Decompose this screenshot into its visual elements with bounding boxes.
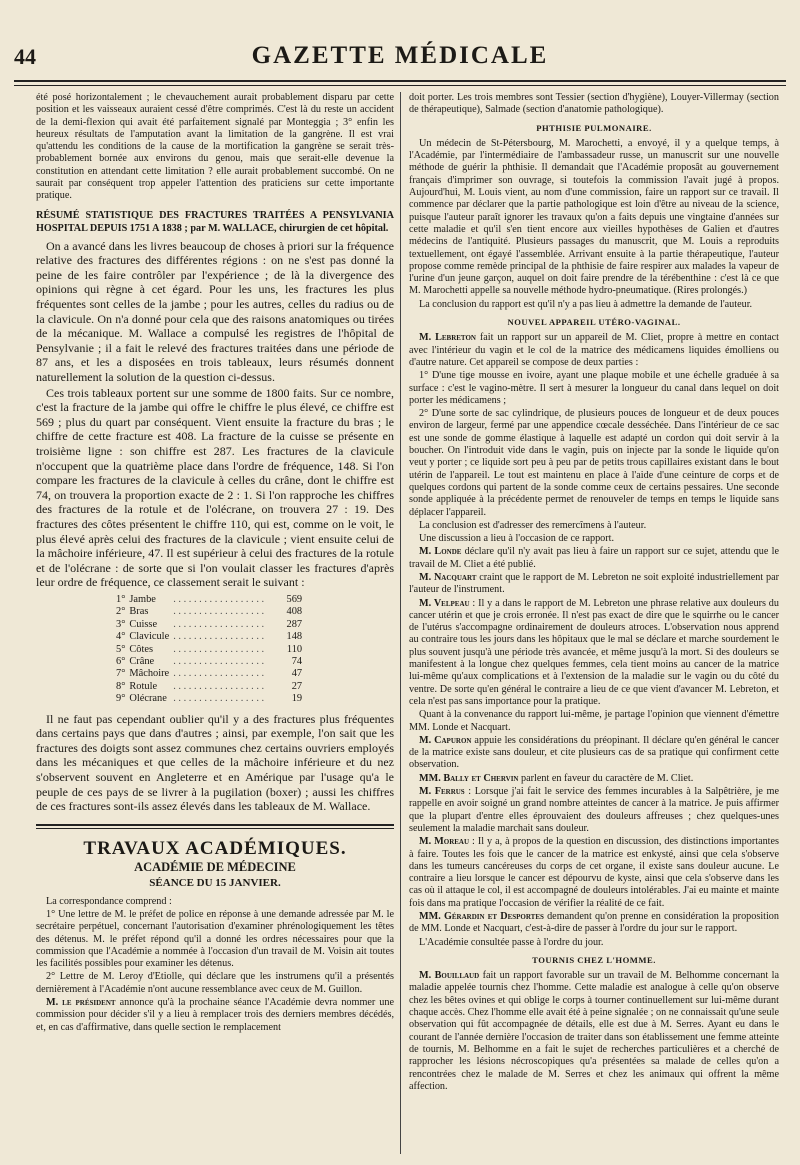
value-cell: 287 xyxy=(286,618,303,630)
column-divider xyxy=(400,92,401,1154)
name-cell: Cuisse xyxy=(129,618,158,630)
speaker: M. Nacquart xyxy=(419,571,477,583)
paragraph xyxy=(409,735,779,772)
academy-title: ACADÉMIE DE MÉDECINE xyxy=(134,860,296,875)
table-row xyxy=(114,681,304,693)
name-cell: Bras xyxy=(129,606,149,618)
left-column xyxy=(36,92,394,1152)
paragraph: La correspondance comprend : xyxy=(46,895,172,907)
rank-cell: 2° xyxy=(116,606,126,618)
paragraph-text: fait un rapport sur un appareil de M. Cliet, propre à mettre en contact avec l'intérieur du vagin et le col de la matrice des médicamens liquides émolliens ou d'autre nature. Cet appareil se compose de deux parties : xyxy=(409,332,779,368)
subsection-title: TOURNIS CHEZ L'HOMME. xyxy=(532,954,656,965)
speaker: M. le président xyxy=(46,997,116,1008)
dots-cell: . . . . . . . . . . . . . . . . . . xyxy=(173,655,265,667)
table-row xyxy=(114,619,304,631)
name-cell: Crâne xyxy=(129,655,155,667)
value-cell: 74 xyxy=(291,655,303,667)
speaker: M. Lebreton xyxy=(419,332,476,344)
value-cell: 148 xyxy=(286,631,303,643)
paragraph xyxy=(36,997,394,1034)
masthead-title: GAZETTE MÉDICALE xyxy=(251,42,549,69)
article-title: RÉSUMÉ STATISTIQUE DES FRACTURES TRAITÉES A PENSYLVANIA HOSPITAL DEPUIS 1751 A 1838 ; par M. WALLACE, chirurgien de cet hôpital. xyxy=(36,209,394,234)
paragraph: On a avancé dans les livres beaucoup de choses à priori sur la fréquence relative des fractures des différentes régions : on ne s'est pas donné la peine de les faire contrôler par l'expérience ; de là la divergence des opinions qui règne à cet égard. Pour les uns, les fractures les plus fréquentes sont celles de la jambe ; pour les autres, celles du radius ou de la clavicule. On n'a donné pour cela que des raisons anatomiques ou tirées de la mécanique. M. Wallace a compulsé les registres de l'hôpital de Pensylvanie ; il a fait le relevé des fractures traitées dans une période de 87 ans, et les a disposées en trois tableaux, leurs résumés donnent naturellement la solution de la question ci-dessus. xyxy=(36,238,394,385)
paragraph xyxy=(409,911,779,936)
paragraph: La conclusion du rapport est qu'il n'y a pas lieu à admettre la demande de l'auteur. xyxy=(419,298,753,310)
speaker: MM. Gérardin et Desportes xyxy=(419,911,544,922)
name-cell: Jambe xyxy=(129,593,156,605)
value-cell: 569 xyxy=(286,593,303,605)
header-rule xyxy=(14,80,786,82)
section-rule xyxy=(36,824,394,826)
rank-cell: 9° xyxy=(116,693,126,705)
header-rule-thin xyxy=(14,85,786,86)
dots-cell: . . . . . . . . . . . . . . . . . . xyxy=(173,668,265,680)
paragraph: Une discussion a lieu à l'occasion de ce rapport. xyxy=(419,533,615,545)
paragraph: Ces trois tableaux portent sur une somme de 1800 faits. Sur ce nombre, c'est la fracture de la jambe qui offre le chiffre le plus élevé, ce chiffre est 569 ; plus du quart par conséquent. Vient ensuite la fracture du bras ; le chiffre de cette fracture est 408. La fracture de la cuisse se présente en troisième ligne : son chiffre est 287. Les fractures de la clavicule n'occupent que la quatrième place dans l'ordre de fréquence, 148. Si l'on compare les fractures de la clavicule à celles du crâne, dont le chiffre est 74, on trouvera la proportion exacte de 2 : 1. Si l'on rapproche les chiffres des fractures de la rotule et de l'olécrane, on trouvera 27 : 19. Des fractures des côtes présentent le chiffre 110, qui est, comme on le voit, le plus élevé après celui des fractures de la clavicule ; vient ensuite celui de la mâchoire inférieure, 47. Il est supérieur à celui des fractures de la rotule et de l'olécrane : de sorte que si l'on voulait classer les fractures d'après leur ordre de fréquence, ce classement serait le suivant : xyxy=(36,385,394,590)
section-rule-thin xyxy=(36,828,394,829)
name-cell: Rotule xyxy=(129,680,158,692)
dots-cell: . . . . . . . . . . . . . . . . . . xyxy=(173,593,265,605)
section-title: TRAVAUX ACADÉMIQUES. xyxy=(83,837,347,859)
paragraph: L'Académie consultée passe à l'ordre du jour. xyxy=(419,936,604,948)
paragraph-text: : Il y a dans le rapport de M. Lebreton une phrase relative aux douleurs du cancer utérin et que je crois erronée. Il n'est pas exact de dire que le squirrhe ou le cancer de l'utérus s'accompagne ordinairement de douleurs atroces. L'observation nous apprend au contraire tous les jours dans les hôpitaux que le mal se déclare et marche sourdement le plus souvent jusqu'à une période très avancée, et même jusqu'à la mort. Si des douleurs se manifestent à la longue chez quelques femmes, cela tient moins au cancer de la matrice lui-même qu'aux complications et à l'extension de la maladie sur le vagin ou du côté du ventre. De sorte qu'en général le contraire a lieu de ce que vient d'avancer M. Lebreton, et cela n'est pas sans importance pour la pratique. xyxy=(409,597,779,707)
speaker: M. Bouillaud xyxy=(419,970,480,982)
paragraph: La conclusion est d'adresser des remercîmens à l'auteur. xyxy=(419,519,647,531)
name-cell: Côtes xyxy=(129,643,154,655)
rank-cell: 8° xyxy=(116,680,126,692)
table-row xyxy=(114,693,304,705)
speaker: M. Ferrus xyxy=(419,786,465,798)
table-row xyxy=(114,606,304,618)
speaker: M. Capuron xyxy=(419,734,472,746)
speaker: M. Moreau xyxy=(419,836,470,848)
value-cell: 408 xyxy=(286,606,303,618)
right-column xyxy=(409,92,779,1152)
paragraph: Il ne faut pas cependant oublier qu'il y a des fractures plus fréquentes dans certains pays que dans d'autres ; ainsi, par exemple, l'on sait que les fractures des doigts sont assez communes chez certains ouvriers employés dans les mécaniques et que celles de la mâchoire inférieure et du nez s'observent souvent en Angleterre et en Amérique par l'usage qu'a le peuple de ces pays de se livrer à la pugilation (boxer) ; aussi les chiffres de ces fractures sont-ils assez élevés dans les tableaux de M. Wallace. xyxy=(36,711,394,814)
paragraph xyxy=(409,786,779,835)
rank-cell: 4° xyxy=(116,631,126,643)
paragraph xyxy=(409,598,779,709)
page-number: 44 xyxy=(14,44,36,69)
subsection-title: PHTHISIE PULMONAIRE. xyxy=(536,122,652,133)
paragraph: 1° Une lettre de M. le préfet de police en réponse à une demande adressée par M. le secrétaire perpétuel, concernant l'autorisation d'examiner phrénologiquement les têtes des détenus. M. le préfet répond qu'il a donné les ordres nécessaires pour que la commission que l'Académie a nommée à l'occasion d'un travail de M. Voisin ait toutes les facilités possibles pour examiner les détenus. xyxy=(36,908,394,970)
rank-cell: 3° xyxy=(116,618,126,630)
paragraph: 2° Lettre de M. Leroy d'Etiolle, qui déclare que les instrumens qu'il a présentés dernièrement à l'Académie n'ont aucune ressemblance avec ceux de M. Guillon. xyxy=(36,971,394,995)
paragraph: été posé horizontalement ; le chevauchement aurait probablement disparu par cette position et les vaisseaux auraient cessé d'être comprimés. C'est là du reste un accident de la demi-flexion qui avait été parfaitement signalé par Monteggia ; 3° enfin les heureux résultats de l'amputation avant la limitation de la gangrène. Il est vrai qu'attendu les conditions de la cause de la mortification la gangrène se serait très-probablement bornée aux environs du genou, mais que serait-elle devenue la constitution en attendant cette limitation ? elle aurait probablement succombé. On ne saurait par conséquent trop appeler l'attention des praticiens sur cette importante pratique. xyxy=(36,92,394,202)
speaker: M. Velpeau xyxy=(419,597,470,609)
paragraph xyxy=(409,546,779,571)
rank-cell: 7° xyxy=(116,668,126,680)
value-cell: 19 xyxy=(291,693,303,705)
paragraph: doit porter. Les trois membres sont Tessier (section d'hygiène), Louyer-Villermay (section de thérapeutique), Salmade (section d'anatomie pathologique). xyxy=(409,92,779,116)
dots-cell: . . . . . . . . . . . . . . . . . . xyxy=(173,643,265,655)
rank-cell: 6° xyxy=(116,655,126,667)
paragraph xyxy=(409,572,779,597)
fracture-table xyxy=(114,594,304,706)
subsection-title: NOUVEL APPAREIL UTÉRO-VAGINAL. xyxy=(507,317,681,328)
paragraph-text: : Lorsque j'ai fait le service des femmes incurables à la Salpêtrière, je me rappelle en avoir soigné un grand nombre atteintes de cancer à la matrice. Je puis affirmer que la plupart d'entre elles éprouvaient des douleurs affreuses ; chez quelques-unes seulement la maladie marchait sans douleur. xyxy=(409,786,779,834)
paragraph-text: : Il y a, à propos de la question en discussion, des distinctions importantes à faire. Toutes les fois que le cancer de la matrice est enkysté, ainsi que cela s'observe dans les tumeurs cancéreuses du corps de cet organe, il existe sans douleur aucune. Le contraire a lieu lorsque le cancer est dépourvu de kyste, ainsi que cela s'observe dans les cas où il attaque le col, il est accompagné de douleurs intolérables. J'ai eu mainte et mainte fois dans ma pratique l'occasion de vérifier la réalité de ce fait. xyxy=(409,836,779,909)
paragraph xyxy=(409,970,779,1093)
dots-cell: . . . . . . . . . . . . . . . . . . xyxy=(173,631,265,643)
paragraph xyxy=(409,332,779,369)
name-cell: Olécrane xyxy=(129,693,167,705)
page-header xyxy=(14,38,786,90)
dots-cell: . . . . . . . . . . . . . . . . . . xyxy=(173,693,265,705)
table-row xyxy=(114,668,304,680)
rank-cell: 5° xyxy=(116,643,126,655)
paragraph-text: craint que le rapport de M. Lebreton ne soit exploité industriellement par l'auteur de l'instrument. xyxy=(409,571,779,596)
speaker: M. Londe xyxy=(419,546,462,558)
paragraph: 1° D'une tige mousse en ivoire, ayant une plaque mobile et une échelle graduée à sa surface : c'est le vagino-mètre. Il sert à mesurer la longueur du canal dans lequel on doit porter les médicamens ; xyxy=(409,370,779,406)
name-cell: Clavicule xyxy=(129,631,170,643)
paragraph-text: fait un rapport favorable sur un travail de M. Belhomme concernant la maladie appelée tournis chez l'homme. Cette maladie est analogue à celle qu'on observe chez les bêtes ovines et qui oblige le corps à tourner continuellement sur lui-même durant chaque accès. Chez l'homme elle avait été à peine signalée ; on ne connaissait qu'une seule observation qui fût accompagnée de détails, elle est due à M. Serres. Ayant eu dans le courant de l'année dernière l'occasion de traiter dans son établissement une femme atteinte de tournis, M. Belhomme en a fait le sujet de recherches particulières et a cherché de rapprocher les lésions nécroscopiques qu'a présentées sa malade de celles qu'on a rencontrées chez le malade de M. Serres et chez les animaux qui offrent la même affection. xyxy=(409,970,779,1092)
dots-cell: . . . . . . . . . . . . . . . . . . xyxy=(173,618,265,630)
table-row xyxy=(114,631,304,643)
value-cell: 27 xyxy=(291,680,303,692)
name-cell: Mâchoire xyxy=(129,668,170,680)
value-cell: 47 xyxy=(291,668,303,680)
session-date: SÉANCE DU 15 JANVIER. xyxy=(149,877,281,890)
paragraph: Quant à la convenance du rapport lui-même, je partage l'opinion que viennent d'émettre MM. Londe et Nacquart. xyxy=(409,709,779,733)
rank-cell: 1° xyxy=(116,593,126,605)
paragraph: 2° D'une sorte de sac cylindrique, de plusieurs pouces de longueur et de deux pouces environ de largeur, fermé par une appendice cœcale desséchée. Dans l'intérieur de ce sac est une sonde de gomme élastique à laquelle est adapté un cordon qui doit servir à la boucher. On l'introduit vide dans le vagin, puis on injecte par la sonde le liquide qu'on veut y porter ; ce liquide sort peu à peu par de petits trous capillaires existant dans le bout utérin de l'appareil. Le tout est maintenu en place à l'aide d'une ceinture de corps et de quelques cordons qui partent de la sonde comme ceux de certains pessaires. Une seconde sonde appliquée à la précédente permet de renouveler de temps en temps le liquide sans déplacer l'appareil. xyxy=(409,408,779,518)
paragraph xyxy=(409,836,779,910)
paragraph-text: demandent qu'on prenne en considération la proposition de MM. Londe et Nacquart, c'est-à-dire de passer à l'ordre du jour sur le rapport. xyxy=(409,911,779,935)
speaker: MM. Bally et Chervin xyxy=(419,772,519,784)
paragraph xyxy=(409,773,779,785)
dots-cell: . . . . . . . . . . . . . . . . . . xyxy=(173,680,265,692)
value-cell: 110 xyxy=(286,643,303,655)
dots-cell: . . . . . . . . . . . . . . . . . . xyxy=(173,606,265,618)
table-row xyxy=(114,594,304,606)
paragraph-text: déclare qu'il n'y avait pas lieu à faire un rapport sur ce sujet, attendu que le travail de M. Cliet a été publié. xyxy=(409,546,779,570)
table-row xyxy=(114,656,304,668)
paragraph-text: annonce qu'à la prochaine séance l'Académie devra nommer une commission pour décider s'il y a lieu à remplacer trois des derniers membres décédés, et, en cas d'affirmative, dans quelle section le remplacement xyxy=(36,997,394,1033)
paragraph: Un médecin de St-Pétersbourg, M. Marochetti, a envoyé, il y a quelque temps, à l'Académie, par l'intermédiaire de l'ambassadeur russe, un manuscrit sur une nouvelle méthode de guérir la phthisie. Il demandait que l'Académie proposât au gouvernement français d'imprimer son ouvrage, si toutefois la commission l'avait jugé à propos. Aujourd'hui, M. Louis vient, au nom d'une commission, faire un rapport sur ce travail. Il commence par déclarer que la partie pathologique est loin d'être au niveau de la science, puisque l'auteur paraît ignorer les travaux qu'on a faits depuis une vingtaine d'années sur cette maladie et qu'il s'en tient encore aux vieilles hypothèses de Galien et d'autres médecins de l'antiquité. Plusieurs passages du manuscrit, que M. Louis a reproduits textuellement, ont égayé l'assemblée. Arrivant ensuite à la partie thérapeutique, l'auteur propose comme remède principal de la phthisie de faire respirer aux malades la vapeur de l'urine d'un jeune garçon, auquel on doit faire prendre de la térébenthine : c'est là ce que M. Marochetti appelle sa nouvelle méthode hydro-pneumatique. (Rires prolongés.) xyxy=(409,137,779,297)
table-row xyxy=(114,644,304,656)
paragraph-text: appuie les considérations du préopinant. Il déclare qu'en général le cancer de la matrice existe sans douleur, et cite plusieurs cas de sa pratique qui confirment cette observation. xyxy=(409,734,779,771)
paragraph-text: parlent en faveur du caractère de M. Cliet. xyxy=(518,772,694,784)
